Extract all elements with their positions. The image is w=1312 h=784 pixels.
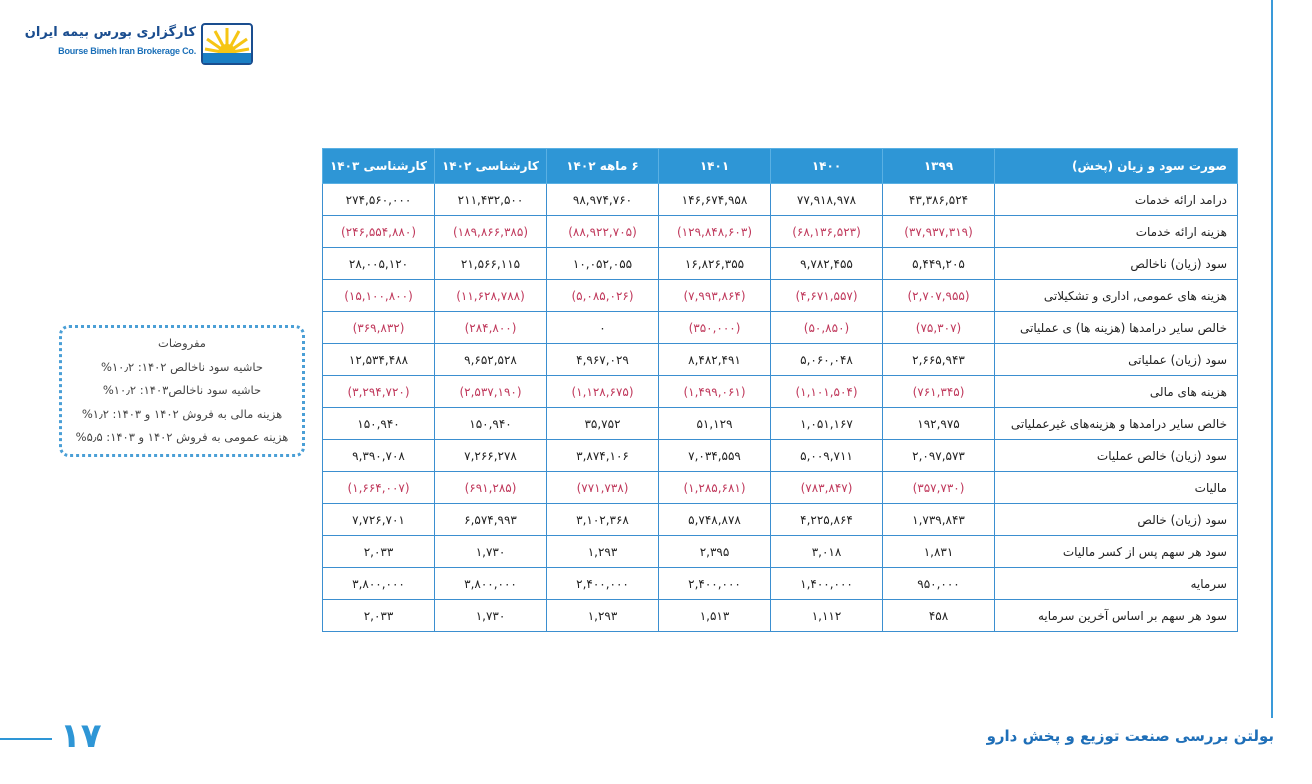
value-cell: ۳,۸۰۰,۰۰۰ xyxy=(435,568,547,600)
value-cell: (۲۴۶,۵۵۴,۸۸۰) xyxy=(323,216,435,248)
assumption-line: هزینه عمومی به فروش ۱۴۰۲ و ۱۴۰۳: ۵٫۵% xyxy=(75,430,289,444)
value-cell: (۱,۱۲۸,۶۷۵) xyxy=(547,376,659,408)
row-label: سود هر سهم بر اساس آخرین سرمایه xyxy=(995,600,1238,632)
value-cell: ۴۵۸ xyxy=(883,600,995,632)
table-row xyxy=(323,312,1238,344)
value-cell: ۷,۰۳۴,۵۵۹ xyxy=(659,440,771,472)
value-cell: (۶۹۱,۲۸۵) xyxy=(435,472,547,504)
value-cell: ۱۲,۵۳۴,۴۸۸ xyxy=(323,344,435,376)
sun-logo-icon xyxy=(201,23,253,65)
row-label: خالص سایر درامدها (هزینه ها) ی عملیاتی xyxy=(995,312,1238,344)
value-cell: ۲۱,۵۶۶,۱۱۵ xyxy=(435,248,547,280)
value-cell: ۷,۷۲۶,۷۰۱ xyxy=(323,504,435,536)
value-cell: ۲۱۱,۴۳۲,۵۰۰ xyxy=(435,184,547,216)
value-cell: (۷۸۳,۸۴۷) xyxy=(771,472,883,504)
header-cell: ۱۴۰۱ xyxy=(659,149,771,184)
value-cell: ۵,۴۴۹,۲۰۵ xyxy=(883,248,995,280)
row-label: سرمایه xyxy=(995,568,1238,600)
value-cell: ۱,۲۹۳ xyxy=(547,536,659,568)
value-cell: ۱,۵۱۳ xyxy=(659,600,771,632)
value-cell: ۱,۷۳۰ xyxy=(435,536,547,568)
table-row xyxy=(323,536,1238,568)
table-row xyxy=(323,376,1238,408)
row-label: سود (زیان) خالص xyxy=(995,504,1238,536)
assumptions-box xyxy=(59,325,305,457)
assumption-line: حاشیه سود ناخالص ۱۴۰۲: ۱۰٫۲% xyxy=(101,359,263,374)
value-cell: ۱,۰۵۱,۱۶۷ xyxy=(771,408,883,440)
value-cell: ۲۷۴,۵۶۰,۰۰۰ xyxy=(323,184,435,216)
value-cell: ۹,۷۸۲,۴۵۵ xyxy=(771,248,883,280)
right-accent-line xyxy=(1271,0,1273,718)
table-row xyxy=(323,600,1238,632)
value-cell: ۱۵۰,۹۴۰ xyxy=(323,408,435,440)
value-cell: (۲,۵۳۷,۱۹۰) xyxy=(435,376,547,408)
value-cell: ۹۵۰,۰۰۰ xyxy=(883,568,995,600)
value-cell: (۳۵۷,۷۳۰) xyxy=(883,472,995,504)
table-row xyxy=(323,472,1238,504)
value-cell: (۱,۶۶۴,۰۰۷) xyxy=(323,472,435,504)
logo-name-en: Bourse Bimeh Iran Brokerage Co. xyxy=(58,46,196,56)
value-cell: ۳,۸۰۰,۰۰۰ xyxy=(323,568,435,600)
header-cell: کارشناسی ۱۴۰۲ xyxy=(435,149,547,184)
value-cell: ۱۰,۰۵۲,۰۵۵ xyxy=(547,248,659,280)
row-label: سود (زیان) خالص عملیات xyxy=(995,440,1238,472)
table-row xyxy=(323,504,1238,536)
company-logo xyxy=(24,23,254,65)
value-cell: ۲,۴۰۰,۰۰۰ xyxy=(547,568,659,600)
header-cell: ۱۳۹۹ xyxy=(883,149,995,184)
value-cell: (۸۸,۹۲۲,۷۰۵) xyxy=(547,216,659,248)
value-cell: ۲,۳۹۵ xyxy=(659,536,771,568)
row-label: هزینه های عمومی, اداری و تشکیلاتی xyxy=(995,280,1238,312)
value-cell: ۲,۰۹۷,۵۷۳ xyxy=(883,440,995,472)
value-cell: ۷,۲۶۶,۲۷۸ xyxy=(435,440,547,472)
value-cell: ۳۵,۷۵۲ xyxy=(547,408,659,440)
value-cell: ۱,۲۹۳ xyxy=(547,600,659,632)
value-cell: (۱,۲۸۵,۶۸۱) xyxy=(659,472,771,504)
value-cell: ۰ xyxy=(547,312,659,344)
value-cell: (۱,۴۹۹,۰۶۱) xyxy=(659,376,771,408)
value-cell: ۱۶,۸۲۶,۳۵۵ xyxy=(659,248,771,280)
value-cell: ۵۱,۱۲۹ xyxy=(659,408,771,440)
value-cell: (۳۶۹,۸۳۲) xyxy=(323,312,435,344)
value-cell: ۷۷,۹۱۸,۹۷۸ xyxy=(771,184,883,216)
value-cell: ۳,۸۷۴,۱۰۶ xyxy=(547,440,659,472)
value-cell: (۱۵,۱۰۰,۸۰۰) xyxy=(323,280,435,312)
logo-text xyxy=(24,23,196,59)
row-label: سود هر سهم پس از کسر مالیات xyxy=(995,536,1238,568)
footer-title: بولتن بررسی صنعت توزیع و پخش دارو xyxy=(986,727,1274,745)
header-cell: ۱۴۰۰ xyxy=(771,149,883,184)
value-cell: ۵,۰۰۹,۷۱۱ xyxy=(771,440,883,472)
value-cell: ۱۹۲,۹۷۵ xyxy=(883,408,995,440)
table-row xyxy=(323,216,1238,248)
value-cell: (۱۱,۶۲۸,۷۸۸) xyxy=(435,280,547,312)
value-cell: (۷۶۱,۳۴۵) xyxy=(883,376,995,408)
header-cell: کارشناسی ۱۴۰۳ xyxy=(323,149,435,184)
value-cell: (۴,۶۷۱,۵۵۷) xyxy=(771,280,883,312)
row-label: خالص سایر درامدها و هزینه‌های غیرعملیاتی xyxy=(995,408,1238,440)
value-cell: ۱,۷۳۹,۸۴۳ xyxy=(883,504,995,536)
value-cell: (۲۸۴,۸۰۰) xyxy=(435,312,547,344)
value-cell: ۹,۳۹۰,۷۰۸ xyxy=(323,440,435,472)
table-row xyxy=(323,184,1238,216)
header-cell: ۶ ماهه ۱۴۰۲ xyxy=(547,149,659,184)
value-cell: ۲,۴۰۰,۰۰۰ xyxy=(659,568,771,600)
value-cell: ۳,۰۱۸ xyxy=(771,536,883,568)
value-cell: (۶۸,۱۳۶,۵۲۳) xyxy=(771,216,883,248)
value-cell: ۴,۹۶۷,۰۲۹ xyxy=(547,344,659,376)
value-cell: ۱۵۰,۹۴۰ xyxy=(435,408,547,440)
table-row xyxy=(323,280,1238,312)
value-cell: ۵,۷۴۸,۸۷۸ xyxy=(659,504,771,536)
income-statement-table xyxy=(322,148,1238,632)
value-cell: ۵,۰۶۰,۰۴۸ xyxy=(771,344,883,376)
footer-line xyxy=(0,738,52,740)
value-cell: (۳,۲۹۴,۷۲۰) xyxy=(323,376,435,408)
value-cell: ۲,۰۳۳ xyxy=(323,600,435,632)
row-label: درامد ارائه خدمات xyxy=(995,184,1238,216)
value-cell: ۱۴۶,۶۷۴,۹۵۸ xyxy=(659,184,771,216)
value-cell: ۱,۸۳۱ xyxy=(883,536,995,568)
value-cell: (۵,۰۸۵,۰۲۶) xyxy=(547,280,659,312)
table-body xyxy=(323,184,1238,632)
value-cell: (۱,۱۰۱,۵۰۴) xyxy=(771,376,883,408)
value-cell: (۲,۷۰۷,۹۵۵) xyxy=(883,280,995,312)
value-cell: (۷۵,۳۰۷) xyxy=(883,312,995,344)
value-cell: ۱,۷۳۰ xyxy=(435,600,547,632)
value-cell: ۲۸,۰۰۵,۱۲۰ xyxy=(323,248,435,280)
table-row xyxy=(323,344,1238,376)
assumptions-title: مفروضات xyxy=(158,336,206,350)
value-cell: ۹,۶۵۲,۵۲۸ xyxy=(435,344,547,376)
value-cell: ۹۸,۹۷۴,۷۶۰ xyxy=(547,184,659,216)
row-label: هزینه ارائه خدمات xyxy=(995,216,1238,248)
value-cell: ۱,۱۱۲ xyxy=(771,600,883,632)
value-cell: ۲,۶۶۵,۹۴۳ xyxy=(883,344,995,376)
row-label: هزینه های مالی xyxy=(995,376,1238,408)
value-cell: ۱,۴۰۰,۰۰۰ xyxy=(771,568,883,600)
value-cell: ۸,۴۸۲,۴۹۱ xyxy=(659,344,771,376)
value-cell: (۷,۹۹۳,۸۶۴) xyxy=(659,280,771,312)
value-cell: (۳۵۰,۰۰۰) xyxy=(659,312,771,344)
row-label: سود (زیان) ناخالص xyxy=(995,248,1238,280)
table-row xyxy=(323,248,1238,280)
value-cell: ۲,۰۳۳ xyxy=(323,536,435,568)
value-cell: (۳۷,۹۳۷,۳۱۹) xyxy=(883,216,995,248)
value-cell: (۱۸۹,۸۶۶,۳۸۵) xyxy=(435,216,547,248)
logo-name-fa: کارگزاری بورس بیمه ایران xyxy=(24,25,196,40)
value-cell: ۶,۵۷۴,۹۹۳ xyxy=(435,504,547,536)
value-cell: (۵۰,۸۵۰) xyxy=(771,312,883,344)
value-cell: (۱۲۹,۸۴۸,۶۰۳) xyxy=(659,216,771,248)
table-row xyxy=(323,408,1238,440)
value-cell: ۴۳,۳۸۶,۵۲۴ xyxy=(883,184,995,216)
row-label: سود (زیان) عملیاتی xyxy=(995,344,1238,376)
table-row xyxy=(323,440,1238,472)
table-row xyxy=(323,568,1238,600)
value-cell: (۷۷۱,۷۳۸) xyxy=(547,472,659,504)
row-label: مالیات xyxy=(995,472,1238,504)
header-cell: صورت سود و زیان (پخش) xyxy=(995,149,1238,184)
assumption-line: هزینه مالی به فروش ۱۴۰۲ و ۱۴۰۳: ۱٫۲% xyxy=(81,406,283,421)
assumption-line: حاشیه سود ناخالص۱۴۰۳: ۱۰٫۲% xyxy=(102,383,262,397)
table-header-row xyxy=(323,149,1238,184)
value-cell: ۴,۲۲۵,۸۶۴ xyxy=(771,504,883,536)
value-cell: ۳,۱۰۲,۳۶۸ xyxy=(547,504,659,536)
page-number: ۱۷ xyxy=(60,716,102,756)
